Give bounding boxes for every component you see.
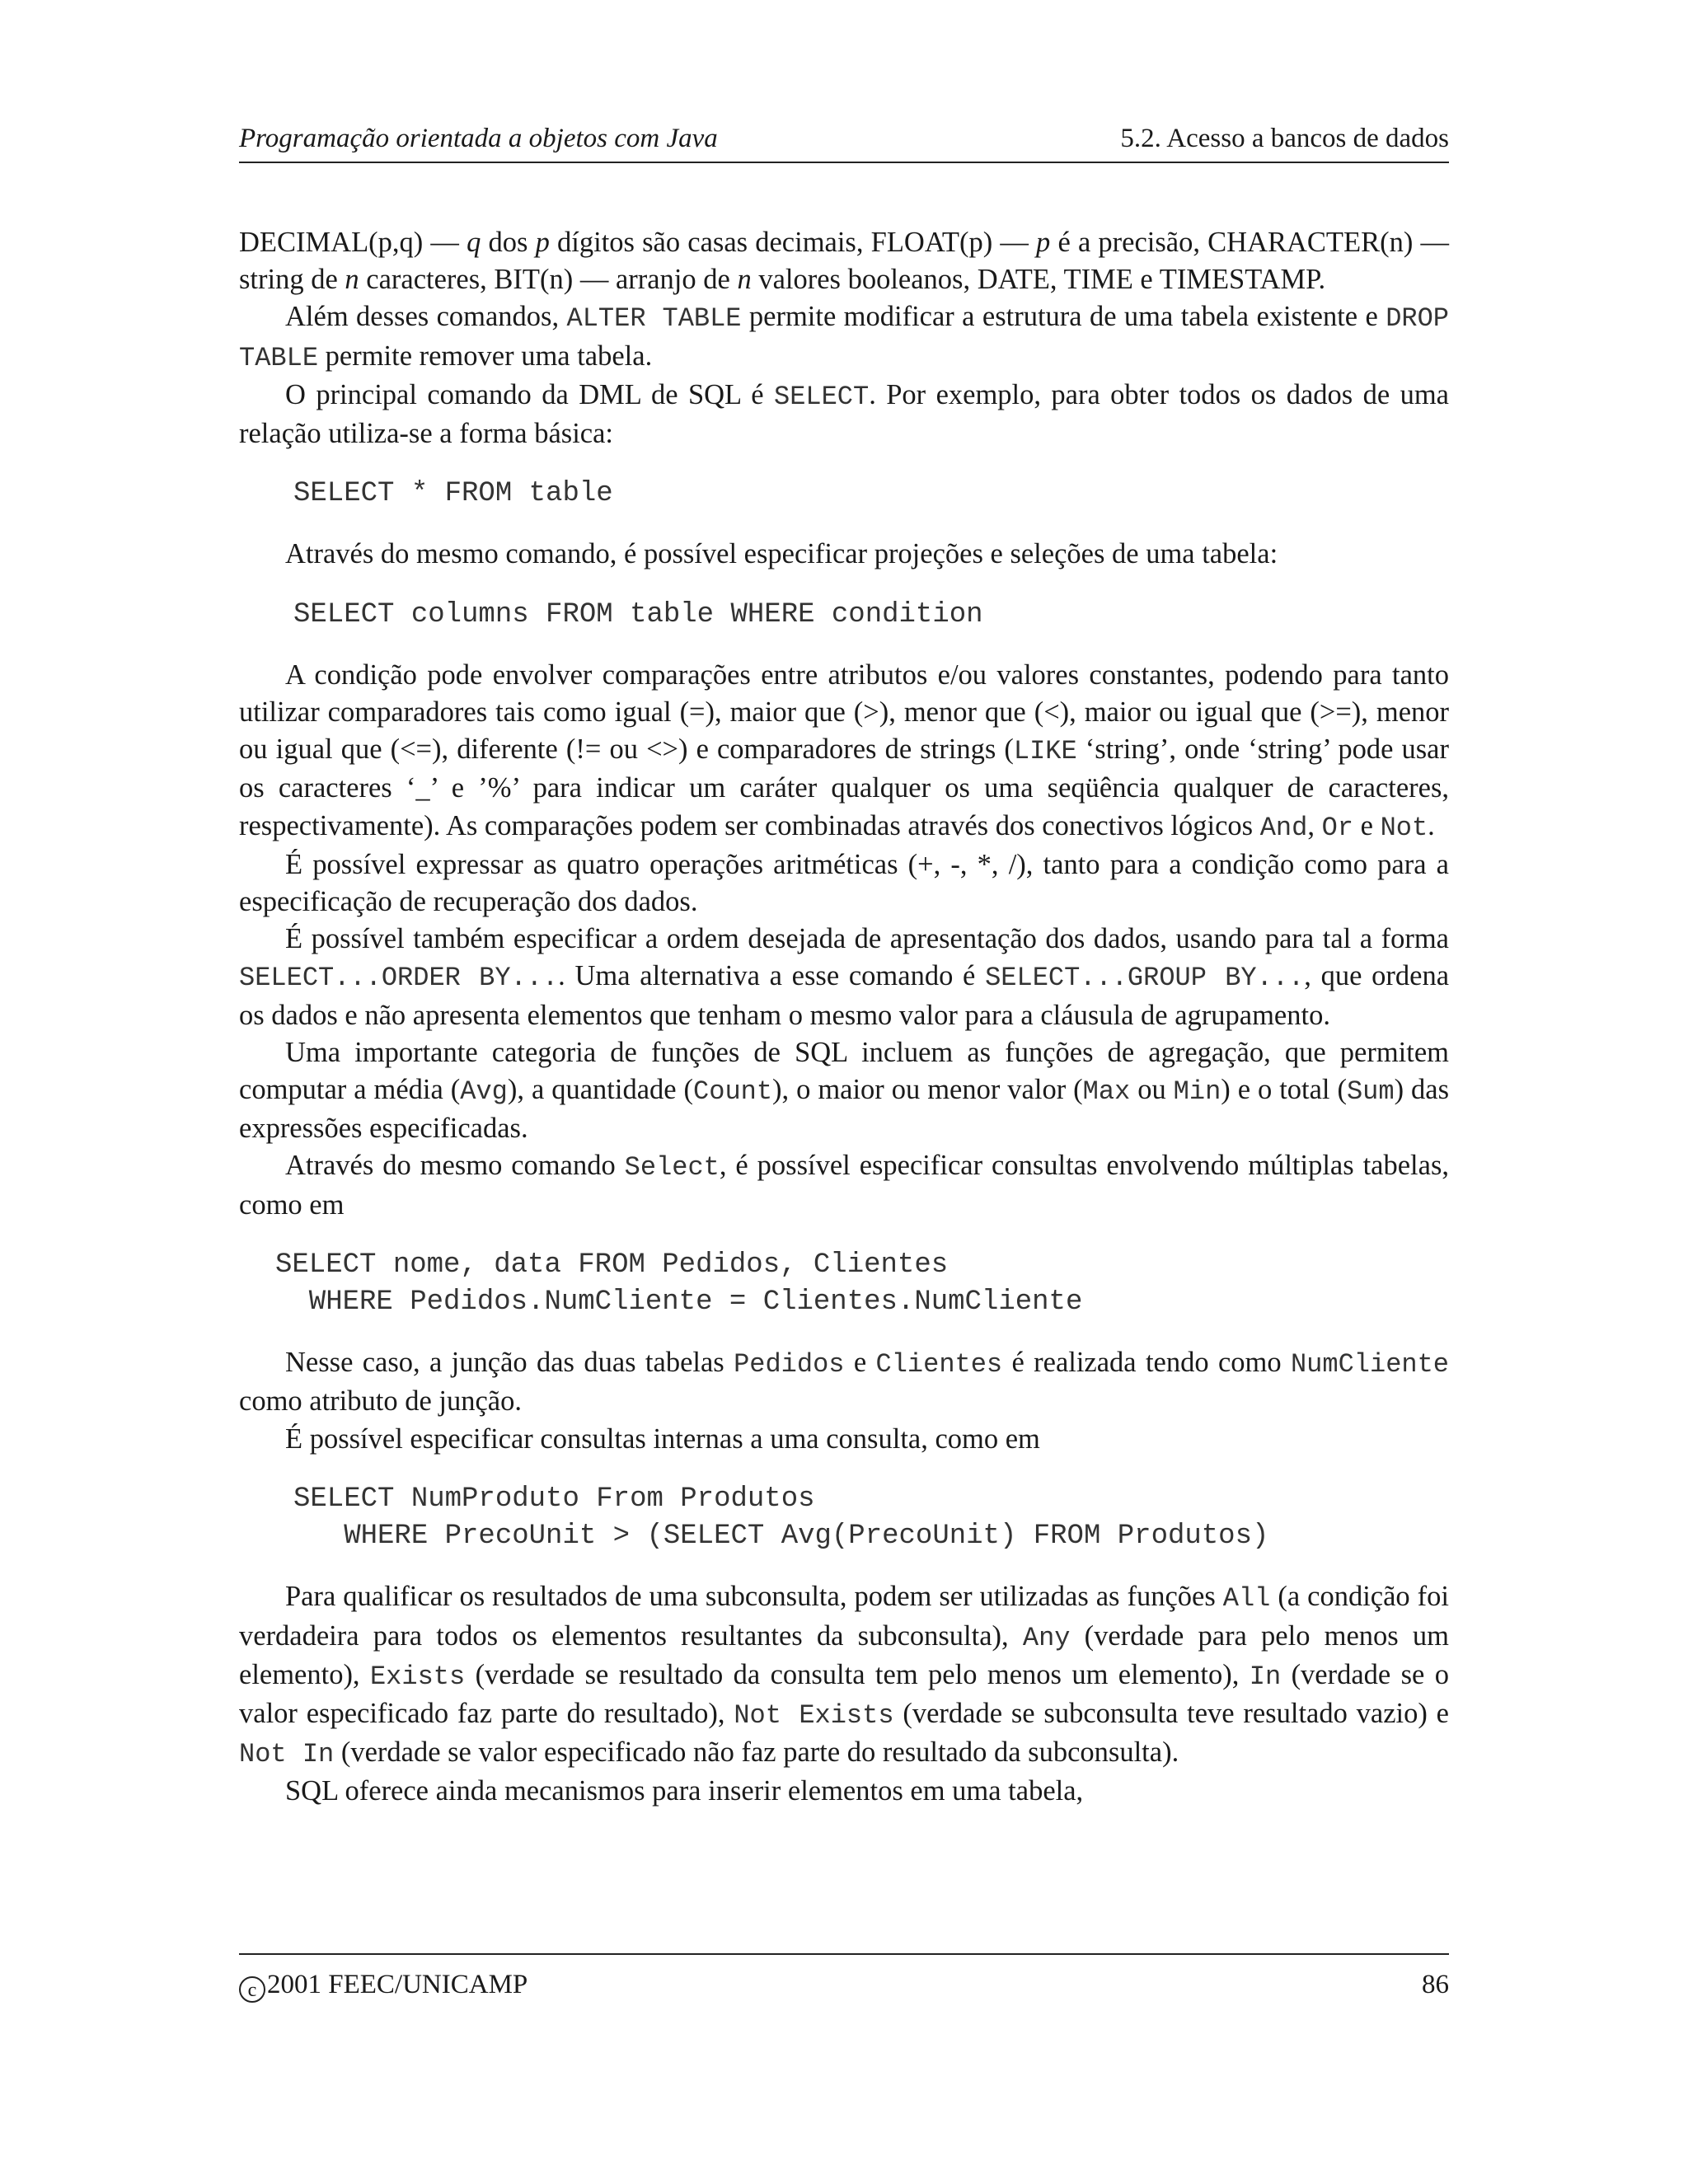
text: ) e o total ( bbox=[1221, 1074, 1347, 1106]
text: A condição pode envolver comparações entre atributos e/ou valores constantes, podendo para tanto utilizar comparadores tais como igual (=), maior que (>), menor que (<), maior ou igual que (>=), menor ou igual que (<=), diferente (!= ou <>) e comparadores de strings ( bbox=[239, 658, 1449, 766]
inline-code: NumCliente bbox=[1290, 1349, 1449, 1380]
paragraph-join-explanation bbox=[239, 1344, 1449, 1420]
paragraph-sql-types bbox=[239, 224, 1449, 298]
text: ou bbox=[1130, 1074, 1174, 1106]
text: , é possível especificar consultas envolvendo múltiplas tabelas, como em bbox=[239, 1150, 1450, 1221]
text: . bbox=[1428, 809, 1435, 841]
text: dígitos são casas decimais, FLOAT(p) — bbox=[549, 227, 1037, 258]
inline-code: Sum bbox=[1346, 1076, 1395, 1108]
inline-code: In bbox=[1249, 1661, 1282, 1692]
text: . Por exemplo, para obter todos os dados de uma relação utiliza-se a forma básica: bbox=[239, 378, 1449, 450]
page-body bbox=[239, 224, 1449, 1811]
inline-code: Max bbox=[1082, 1076, 1131, 1108]
text: É possível também especificar a ordem desejada de apresentação dos dados, usando para tal a forma bbox=[285, 923, 1449, 955]
text: Nesse caso, a junção das duas tabelas bbox=[285, 1347, 734, 1379]
paragraph-insert-intro: SQL oferece ainda mecanismos para inserir elementos em uma tabela, bbox=[285, 1775, 1084, 1807]
paragraph-projections: Através do mesmo comando, é possível especificar projeções e seleções de uma tabela: bbox=[285, 538, 1278, 570]
inline-code: All bbox=[1222, 1583, 1271, 1615]
variable: p bbox=[535, 227, 550, 258]
text: . Uma alternativa a esse comando é bbox=[558, 960, 986, 992]
text: (verdade se o valor especificado faz parte do resultado), bbox=[239, 1658, 1450, 1729]
page-footer bbox=[239, 1953, 1449, 2001]
text: O principal comando da DML de SQL é bbox=[285, 378, 774, 410]
paragraph-conditions bbox=[239, 657, 1449, 846]
variable: n bbox=[345, 264, 359, 296]
text: DECIMAL(p,q) — bbox=[239, 227, 467, 258]
variable: q bbox=[467, 227, 481, 258]
inline-code: Count bbox=[693, 1076, 773, 1108]
text: (verdade se subconsulta teve resultado vazio) e bbox=[893, 1697, 1449, 1729]
copyright-icon: c bbox=[239, 1976, 265, 2003]
code-line: SELECT nome, data FROM Pedidos, Clientes bbox=[275, 1249, 949, 1281]
paragraph-select-intro bbox=[239, 377, 1449, 452]
text: valores booleanos, DATE, TIME e TIMESTAMP. bbox=[751, 264, 1326, 296]
text: Além desses comandos, bbox=[285, 301, 567, 333]
inline-code: SELECT bbox=[773, 381, 870, 412]
text: Para qualificar os resultados de uma subconsulta, podem ser utilizadas as funções bbox=[285, 1581, 1223, 1613]
text: é a precisão, CHARACTER(n) — string de bbox=[239, 227, 1449, 296]
text: é realizada tendo como bbox=[1002, 1347, 1291, 1379]
header-section-title: 5.2. Acesso a bancos de dados bbox=[1120, 124, 1449, 153]
text: e bbox=[844, 1347, 876, 1379]
code-line: WHERE PrecoUnit > (SELECT Avg(PrecoUnit) FROM Produtos) bbox=[293, 1521, 1269, 1553]
text: dos bbox=[481, 227, 536, 258]
text: (verdade para pelo menos um elemento), bbox=[239, 1619, 1449, 1690]
inline-code: Not Exists bbox=[734, 1699, 894, 1731]
text: (verdade se valor especificado não faz parte do resultado da subconsulta). bbox=[334, 1736, 1179, 1769]
footer-copyright bbox=[239, 1970, 528, 2003]
text: , que ordena os dados e não apresenta elementos que tenham o mesmo valor para a cláusula de agrupamento. bbox=[239, 960, 1450, 1031]
footer-copyright-text: 2001 FEEC/UNICAMP bbox=[267, 1970, 528, 1999]
inline-code: Or bbox=[1321, 812, 1353, 843]
code-block-select-where: SELECT columns FROM table WHERE condition bbox=[293, 598, 983, 630]
inline-code: Min bbox=[1173, 1076, 1221, 1108]
header-book-title: Programação orientada a objetos com Java bbox=[239, 124, 718, 153]
text: ‘string’, onde ‘string’ pode usar os caracteres ‘_’ e ’%’ para indicar um caráter qualquer os uma seqüência qualquer de caracteres, respectivamente). As comparações podem ser combinadas através dos conectivos lógicos bbox=[239, 733, 1449, 841]
inline-code: Not bbox=[1380, 812, 1428, 843]
text: ), a quantidade ( bbox=[507, 1074, 694, 1106]
code-line: WHERE Pedidos.NumCliente = Clientes.NumCliente bbox=[275, 1286, 1083, 1319]
inline-code: Clientes bbox=[875, 1349, 1003, 1380]
inline-code: SELECT...GROUP BY... bbox=[985, 963, 1305, 994]
inline-code: Any bbox=[1022, 1622, 1071, 1653]
inline-code: And bbox=[1259, 812, 1308, 843]
inline-code: SELECT...ORDER BY... bbox=[239, 963, 559, 994]
code-line: SELECT NumProduto From Produtos bbox=[293, 1483, 815, 1515]
inline-code: ALTER TABLE bbox=[566, 303, 742, 335]
inline-code: Not In bbox=[239, 1739, 335, 1770]
paragraph-arithmetic: É possível expressar as quatro operações aritméticas (+, -, *, /), tanto para a condição como para a especificação de recuperação dos dados. bbox=[239, 848, 1449, 918]
paragraph-alter-drop bbox=[239, 298, 1449, 376]
text: como atributo de junção. bbox=[239, 1385, 522, 1418]
text: (a condição foi verdadeira para todos os elementos resultantes da subconsulta), bbox=[239, 1581, 1449, 1652]
code-block-subquery bbox=[293, 1481, 1449, 1555]
code-block-join bbox=[275, 1247, 1449, 1321]
code-block-select-all: SELECT * FROM table bbox=[293, 478, 613, 510]
page-header bbox=[239, 120, 1449, 163]
inline-code: DROP TABLE bbox=[239, 303, 1449, 373]
text: ) das expressões especificadas. bbox=[239, 1074, 1450, 1145]
variable: n bbox=[737, 264, 752, 296]
text: permite remover uma tabela. bbox=[318, 340, 653, 372]
inline-code: Pedidos bbox=[734, 1349, 845, 1380]
inline-code: Exists bbox=[369, 1661, 466, 1692]
text: Uma importante categoria de funções de SQL incluem as funções de agregação, que permitem computar a média ( bbox=[239, 1036, 1449, 1106]
text: Através do mesmo comando bbox=[285, 1150, 625, 1182]
text: e bbox=[1353, 809, 1381, 841]
inline-code: LIKE bbox=[1013, 736, 1077, 767]
paragraph-multiple-tables bbox=[239, 1147, 1449, 1223]
text: permite modificar a estrutura de uma tabela existente e bbox=[741, 301, 1386, 333]
paragraph-order-by bbox=[239, 921, 1449, 1034]
paragraph-aggregation bbox=[239, 1034, 1449, 1148]
text: , bbox=[1307, 809, 1322, 841]
text: (verdade se resultado da consulta tem pelo menos um elemento), bbox=[465, 1658, 1250, 1690]
paragraph-subquery-functions bbox=[239, 1578, 1449, 1773]
page-number: 86 bbox=[1422, 1970, 1449, 1999]
inline-code: Select bbox=[624, 1152, 720, 1183]
text: ), o maior ou menor valor ( bbox=[772, 1074, 1083, 1106]
text: caracteres, BIT(n) — arranjo de bbox=[359, 264, 738, 296]
variable: p bbox=[1036, 227, 1051, 258]
inline-code: Avg bbox=[460, 1076, 508, 1108]
paragraph-subquery-intro: É possível especificar consultas internas a uma consulta, como em bbox=[285, 1422, 1040, 1455]
